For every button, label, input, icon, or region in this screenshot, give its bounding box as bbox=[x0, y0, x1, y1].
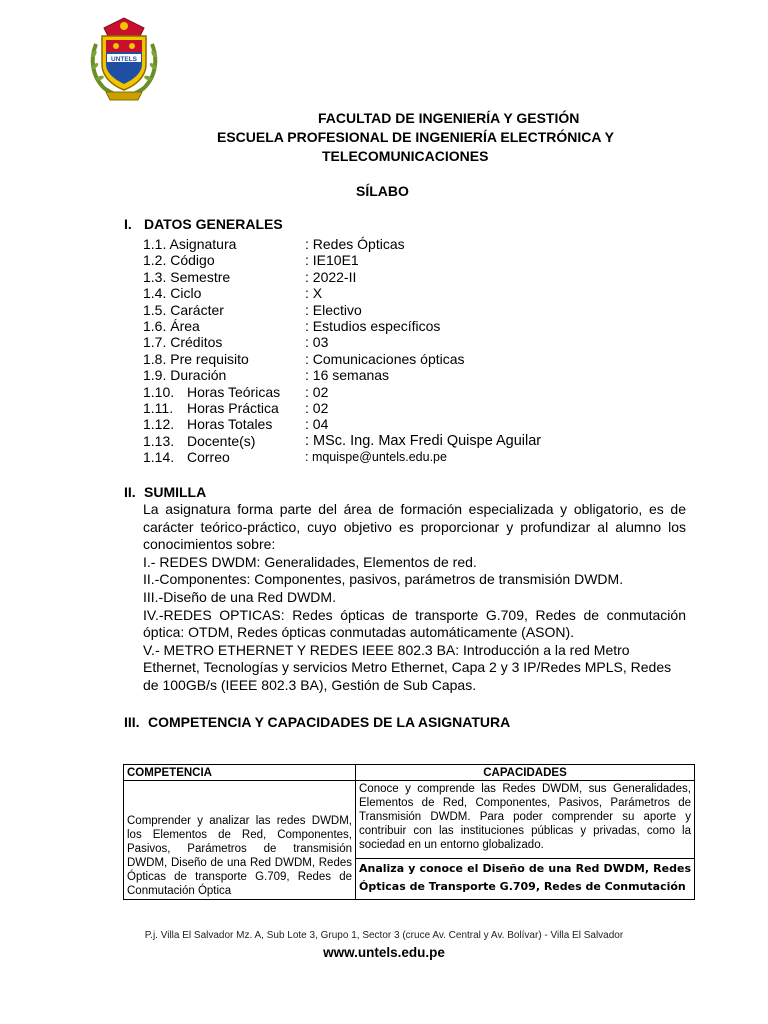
table-header-capacidades: CAPACIDADES bbox=[356, 765, 695, 781]
school-title-line1: ESCUELA PROFESIONAL DE INGENIERÍA ELECTRÓNICA Y bbox=[217, 129, 614, 145]
footer-address: P.j. Villa El Salvador Mz. A, Sub Lote 3, Grupo 1, Sector 3 (cruce Av. Central y Av. Bolívar) - Villa El Salvador bbox=[144, 930, 624, 941]
table-row bbox=[124, 781, 695, 859]
general-data-row: 1.2. Código : IE10E1 bbox=[143, 252, 359, 269]
capacidad-cell: Analiza y conoce el Diseño de una Red DWDM, Redes Ópticas de Transporte G.709, Redes de Conmutación bbox=[356, 858, 695, 899]
faculty-title: FACULTAD DE INGENIERÍA Y GESTIÓN bbox=[318, 110, 580, 126]
sumilla-item: V.- METRO ETHERNET Y REDES IEEE 802.3 BA: Introducción a la red Metro Ethernet, Tecnologías y servicios Metro Ethernet, Capa 2 y 3 IP/Redes MPLS, Redes de 100GB/s (IEEE 802.3 BA), Gestión de Sub Capas. bbox=[143, 641, 672, 693]
general-data-row: 1.13. Docente(s) : MSc. Ing. Max Fredi Quispe Aguilar bbox=[143, 432, 542, 449]
footer-website-link[interactable]: www.untels.edu.pe bbox=[323, 945, 445, 960]
section-number: I. bbox=[124, 216, 132, 232]
general-data-row: 1.5. Carácter : Electivo bbox=[143, 301, 362, 318]
general-data-row: 1.9. Duración : 16 semanas bbox=[143, 367, 390, 384]
general-data-row: 1.6. Área : Estudios específicos bbox=[143, 317, 441, 334]
section-number: II. bbox=[124, 484, 136, 500]
section-title: COMPETENCIA Y CAPACIDADES DE LA ASIGNATURA bbox=[148, 714, 511, 730]
general-data-row: 1.3. Semestre : 2022-II bbox=[143, 268, 357, 285]
table-header-competencia: COMPETENCIA bbox=[124, 765, 356, 781]
sumilla-item: I.- REDES DWDM: Generalidades, Elementos de red. bbox=[143, 553, 477, 570]
sumilla-item: II.-Componentes: Componentes, pasivos, parámetros de transmisión DWDM. bbox=[143, 571, 624, 588]
competencia-cell: Comprender y analizar las redes DWDM, los Elementos de Red, Componentes, Pasivos, Parámetros de transmisión DWDM, Diseño de una Red DWDM, Redes Ópticas de transporte G.709, Redes de Conmutación Óptica bbox=[124, 781, 356, 900]
sumilla-item: III.-Diseño de una Red DWDM. bbox=[143, 588, 336, 605]
general-data-row: 1.10. Horas Teóricas : 02 bbox=[143, 383, 329, 400]
general-data-row: 1.7. Créditos : 03 bbox=[143, 334, 329, 351]
section-number: III. bbox=[124, 714, 140, 730]
competency-table bbox=[123, 764, 695, 900]
general-data-row: 1.1. Asignatura : Redes Ópticas bbox=[143, 236, 405, 252]
document-title: SÍLABO bbox=[356, 183, 409, 199]
capacidad-cell: Conoce y comprende las Redes DWDM, sus Generalidades, Elementos de Red, Componentes, Pasivos, Parámetros de Transmisión DWDM. Para poder comprender su aporte y contribuir con las instituciones públicas y privadas, como la sociedad en un entorno globalizado. bbox=[356, 781, 695, 859]
general-data-row: 1.8. Pre requisito : Comunicaciones ópticas bbox=[143, 350, 465, 367]
section-title: SUMILLA bbox=[144, 484, 207, 500]
school-title-line2: TELECOMUNICACIONES bbox=[322, 148, 489, 164]
general-data-row: 1.14. Correo : mquispe@untels.edu.pe bbox=[143, 449, 447, 466]
general-data-row: 1.12. Horas Totales : 04 bbox=[143, 416, 329, 433]
general-data-row: 1.4. Ciclo : X bbox=[143, 285, 323, 302]
svg-text:UNTELS: UNTELS bbox=[111, 56, 137, 63]
email-value: : mquispe@untels.edu.pe bbox=[305, 450, 447, 465]
general-data-row: 1.11. Horas Práctica : 02 bbox=[143, 399, 329, 416]
section-title: DATOS GENERALES bbox=[144, 216, 283, 232]
sumilla-intro: La asignatura forma parte del área de formación especializada y obligatorio, es de carácter teórico-práctico, cuyo objetivo es proporcionar y profundizar al alumno los conocimientos sobre: bbox=[143, 501, 686, 553]
sumilla-item: IV.-REDES OPTICAS: Redes ópticas de transporte G.709, Redes de conmutación óptica: OTDM, Redes ópticas conmutadas automáticamente (ASON). bbox=[143, 606, 686, 641]
page-footer bbox=[0, 930, 768, 960]
